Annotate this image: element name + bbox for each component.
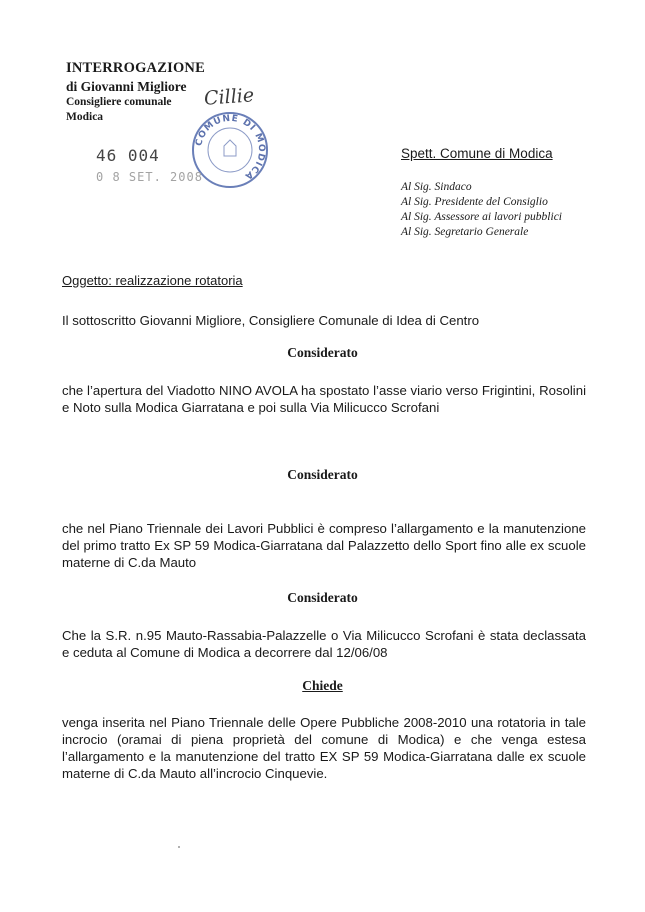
- recipient-item: Al Sig. Assessore ai lavori pubblici: [401, 211, 562, 223]
- recipient-main: Spett. Comune di Modica: [401, 146, 553, 161]
- author-role: Consigliere comunale: [66, 96, 172, 108]
- author-name: di Giovanni Migliore: [66, 79, 187, 94]
- stamp-date: 0 8 SET. 2008: [96, 170, 203, 184]
- handwritten-signature: Cillie: [203, 84, 255, 110]
- recipient-item: Al Sig. Presidente del Consiglio: [401, 196, 548, 208]
- request-paragraph: venga inserita nel Piano Triennale delle Opere Pubbliche 2008-2010 una rotatoria in tale incrocio (oramai di piena proprietà del comune di Modica) e che venga estesa l’allargamento e la manutenzione del tratto EX SP 59 Modica-Giarratana dalle ex scuole materne di C.da Mauto all’incrocio Cinquevie.: [62, 715, 586, 781]
- section-heading: Considerato: [287, 467, 358, 482]
- request-heading: Chiede: [302, 678, 343, 693]
- recipient-item: Al Sig. Segretario Generale: [401, 226, 529, 238]
- document-title: INTERROGAZIONE: [66, 60, 205, 76]
- scan-speck: [178, 846, 180, 848]
- section-paragraph: che l’apertura del Viadotto NINO AVOLA ha spostato l’asse viario verso Frigintini, Rosolini e Noto sulla Modica Giarratana e poi sulla Via Milicucco Scrofani: [62, 383, 586, 415]
- author-city: Modica: [66, 111, 104, 123]
- recipient-item: Al Sig. Sindaco: [401, 181, 472, 193]
- svg-text:COMUNE DI MODICA: COMUNE DI MODICA: [194, 113, 267, 182]
- protocol-number: 46 004: [96, 146, 160, 165]
- section-paragraph: Che la S.R. n.95 Mauto-Rassabia-Palazzelle o Via Milicucco Scrofani è stata declassata e ceduta al Comune di Modica a decorrere dal 12/06/08: [62, 628, 586, 660]
- section-heading: Considerato: [287, 590, 358, 605]
- intro-paragraph: Il sottoscritto Giovanni Migliore, Consigliere Comunale di Idea di Centro: [62, 313, 480, 328]
- subject-line: Oggetto: realizzazione rotatoria: [62, 273, 243, 288]
- section-paragraph: che nel Piano Triennale dei Lavori Pubblici è compreso l’allargamento e la manutenzione del primo tratto Ex SP 59 Modica-Giarratana dal Palazzetto dello Sport fino alle ex scuole materne di C.da Mauto: [62, 521, 586, 570]
- section-heading: Considerato: [287, 345, 358, 360]
